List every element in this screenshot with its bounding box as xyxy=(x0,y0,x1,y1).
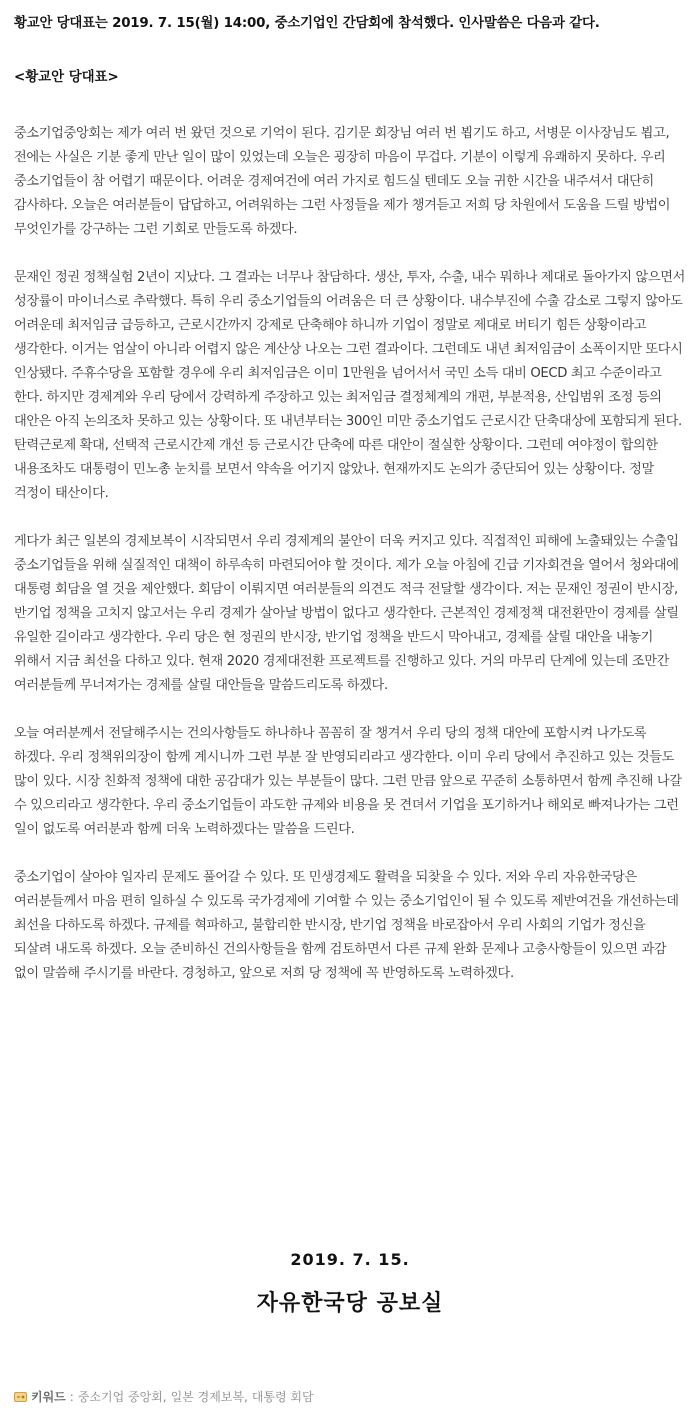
keywords-bar: 키워드 : 중소기업 중앙회 , 일본 경제보복 , 대통령 회담 xyxy=(14,1388,314,1405)
paragraph-5: 중소기업이 살아야 일자리 문제도 풀어갈 수 있다. 또 민생경제도 활력을 되찾을 수 있다. 저와 우리 자유한국당은 여러분들께서 마음 편히 일하실 수 있도록 국가경제에 기여할 수 있는 중소기업인이 될 수 있도록 제반여건을 개선하는데 최선을 다하도록 하겠다. 규제를 혁파하고, 불합리한 반시장, 반기업 정책을 바로잡아서 우리 사회의 기업가 정신을 되살려 내도록 하겠다. 오늘 준비하신 건의사항들을 함께 검토하면서 다른 규제 완화 문제나 고충사항들이 있으면 과감 없이 말씀해 주시기를 바란다. 경청하고, 앞으로 저희 당 정책에 꼭 반영하도록 노력하겠다. xyxy=(14,870,679,981)
keywords-label: 키워드 xyxy=(31,1390,66,1404)
keyword-link[interactable]: 중소기업 중앙회 xyxy=(77,1390,163,1404)
organization-name: 자유한국당 공보실 xyxy=(256,1291,444,1316)
keyword-link[interactable]: 일본 경제보복 xyxy=(170,1390,244,1404)
paragraph-2: 문재인 정권 정책실험 2년이 지났다. 그 결과는 너무나 참담하다. 생산, 투자, 수출, 내수 뭐하나 제대로 돌아가지 않으면서 성장률이 마이너스로 추락했다. 특히 우리 중소기업들의 어려움은 더 큰 상황이다. 내수부진에 수출 감소로 그렇지 않아도 어려운데 최저임금 급등하고, 근로시간까지 강제로 단축해야 하니까 기업이 정말로 제대로 버티기 힘든 상황이라고 생각한다. 이거는 엄살이 아니라 어렵지 않은 계산상 나오는 그런 결과이다. 그런데도 내년 최저임금이 소폭이지만 또다시 인상됐다. 주휴수당을 포함할 경우에 우리 최저임금은 이미 1만원을 넘어서서 국민 소득 대비 OECD 최고 수준이라고 한다. 하지만 경제계와 우리 당에서 강력하게 주장하고 있는 최저임금 결정체계의 개편, 부분적용, 산입범위 조정 등의 대안은 아직 논의조차 못하고 있는 상황이다. 또 내년부터는 300인 미만 중소기업도 근로시간 단축대상에 포함되게 된다. 탄력근로제 확대, 선택적 근로시간제 개선 등 근로시간 단축에 따른 대안이 절실한 상황이다. 그런데 여야정이 합의한 내용조차도 대통령이 민노총 눈치를 보면서 약속을 어기지 않았나. 현재까지도 논의가 중단되어 있는 상황이다. 정말 걱정이 태산이다. xyxy=(14,270,686,501)
keywords-separator: : xyxy=(69,1389,74,1404)
keyword-icon xyxy=(14,1391,27,1403)
speaker-heading: <황교안 당대표> xyxy=(14,70,119,85)
keyword-link[interactable]: 대통령 회담 xyxy=(251,1390,314,1404)
paragraph-3: 게다가 최근 일본의 경제보복이 시작되면서 우리 경제계의 불안이 더욱 커지고 있다. 직접적인 피해에 노출돼있는 수출입 중소기업들을 위해 실질적인 대책이 하루속히 마련되어야 할 것이다. 제가 오늘 아침에 긴급 기자회견을 열어서 청와대에 대통령 회담을 열 것을 제안했다. 회담이 이뤄지면 여러분들의 의견도 적극 전달할 생각이다. 저는 문재인 정권이 반시장, 반기업 정책을 고치지 않고서는 우리 경제가 살아날 방법이 없다고 생각한다. 근본적인 경제정책 대전환만이 경제를 살릴 유일한 길이라고 생각한다. 우리 당은 현 정권의 반시장, 반기업 정책을 반드시 막아내고, 경제를 살릴 대안을 내놓기 위해서 지금 최선을 다하고 있다. 현재 2020 경제대전환 프로젝트를 진행하고 있다. 거의 마무리 단계에 있는데 조만간 여러분들께 무너져가는 경제를 살릴 대안들을 말씀드리도록 하겠다. xyxy=(14,534,679,693)
paragraph-1: 중소기업중앙회는 제가 여러 번 왔던 것으로 기억이 된다. 김기문 회장님 여러 번 뵙기도 하고, 서병문 이사장님도 뵙고, 전에는 사실은 기분 좋게 만난 일이 많이 있었는데 오늘은 굉장히 마음이 무겁다. 기분이 이렇게 유쾌하지 못하다. 우리 중소기업들이 참 어렵기 때문이다. 어려운 경제여건에 여러 가지로 힘드실 텐데도 오늘 귀한 시간을 내주셔서 대단히 감사하다. 오늘은 여러분들이 답답하고, 어려워하는 그런 사정들을 제가 챙겨듣고 저희 당 차원에서 도움을 드릴 방법이 무엇인가를 강구하는 그런 기회로 만들도록 하겠다. xyxy=(14,126,671,237)
release-date: 2019. 7. 15. xyxy=(290,1250,410,1269)
intro-sentence: 황교안 당대표는 2019. 7. 15(월) 14:00, 중소기업인 간담회에 참석했다. 인사말씀은 다음과 같다. xyxy=(14,16,600,31)
paragraph-4: 오늘 여러분께서 전달해주시는 건의사항들도 하나하나 꼼꼼히 잘 챙겨서 우리 당의 정책 대안에 포함시켜 나가도록 하겠다. 우리 정책위의장이 함께 계시니까 그런 부분 잘 반영되리라고 생각한다. 이미 우리 당에서 추진하고 있는 것들도 많이 있다. 시장 친화적 정책에 대한 공감대가 있는 부분들이 많다. 그런 만큼 앞으로 꾸준히 소통하면서 함께 추진해 나갈 수 있으리라고 생각한다. 우리 중소기업들이 과도한 규제와 비용을 못 견뎌서 기업을 포기하거나 해외로 빠져나가는 그런 일이 없도록 여러분과 함께 더욱 노력하겠다는 말씀을 드린다. xyxy=(14,726,682,837)
